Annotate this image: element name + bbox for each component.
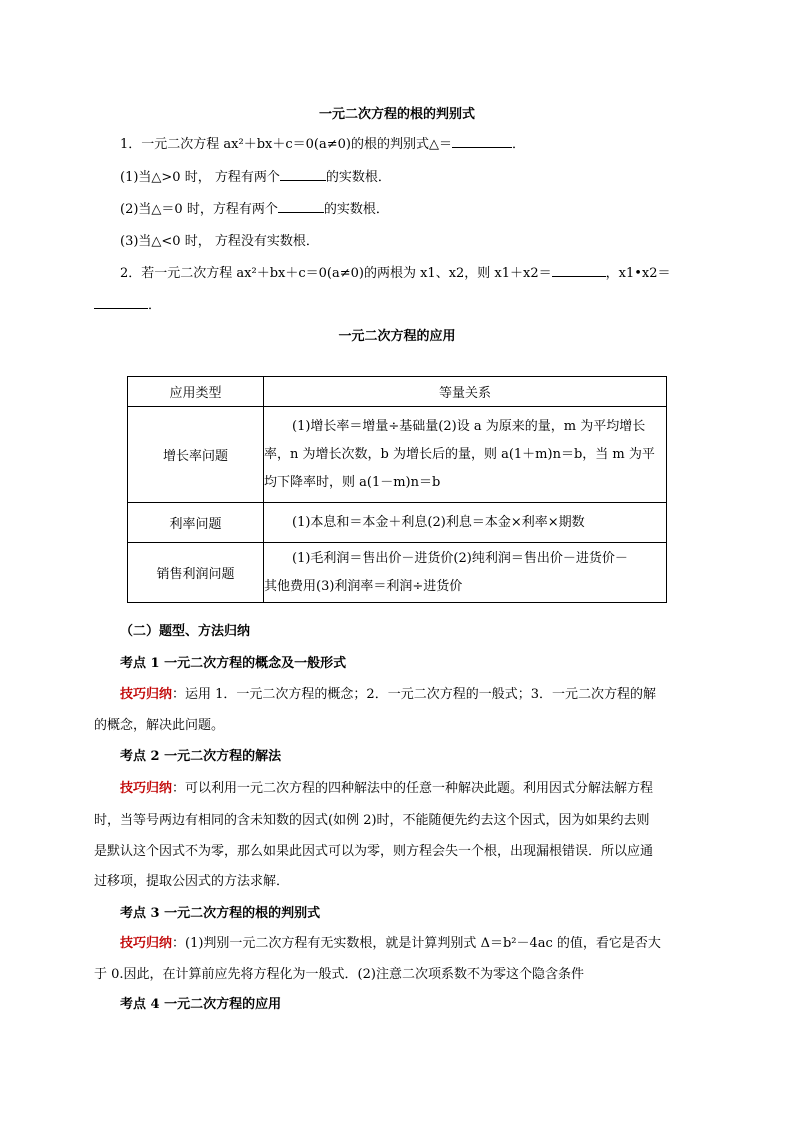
point-2-line: 过移项，提取公因式的方法求解． <box>94 874 290 889</box>
row-relation <box>264 503 667 543</box>
item-1 <box>120 133 525 152</box>
point-2-line: 是默认这个因式不为零，那么如果此因式可以为零，则方程会失一个根，出现漏根错误．所以应通 <box>94 844 654 859</box>
tip-label: 技巧归纳 <box>120 781 173 796</box>
tip-label: 技巧归纳 <box>120 936 173 951</box>
row-type: 增长率问题 <box>128 407 264 503</box>
point-3-line: 于 0.因此，在计算前应先将方程化为一般式．(2)注意二次项系数不为零这个隐含条件 <box>94 967 584 982</box>
section-title-discriminant: 一元二次方程的根的判别式 <box>318 107 475 122</box>
equation-relation-table <box>127 376 667 603</box>
item-1-suffix: ． <box>511 137 525 152</box>
case-1-text: (1)当△>0 时， 方程有两个 <box>120 170 280 185</box>
tip-text: ：运用 1．一元二次方程的概念；2．一元二次方程的一般式；3．一元二次方程的解 <box>172 687 656 702</box>
tip-text: ：可以利用一元二次方程的四种解法中的任意一种解决此题。利用因式分解法解方程 <box>172 781 654 796</box>
item-2-continued <box>94 294 161 313</box>
answer-blank <box>280 168 326 181</box>
case-3: (3)当△<0 时， 方程没有实数根． <box>120 234 319 249</box>
point-1-title: 考点 1 一元二次方程的概念及一般形式 <box>120 656 347 671</box>
case-2-text: (2)当△＝0 时，方程有两个 <box>120 202 278 217</box>
relation-line: 率，n 为增长次数，b 为增长后的量，则 a(1＋m)n＝b，当 m 为平 <box>264 446 655 462</box>
item-2-text: 2．若一元二次方程 ax²＋bx＋c＝0(a≠0)的两根为 x1、x2，则 x1＋x2＝ <box>120 266 552 281</box>
table-header-relation: 等量关系 <box>264 377 667 407</box>
table-row <box>128 407 667 503</box>
answer-blank <box>452 135 512 148</box>
row-type: 利率问题 <box>128 503 264 543</box>
point-2-title: 考点 2 一元二次方程的解法 <box>120 749 282 764</box>
table-header-type: 应用类型 <box>128 377 264 407</box>
point-1-line <box>120 683 656 702</box>
point-3-title: 考点 3 一元二次方程的根的判别式 <box>120 906 321 921</box>
point-1-line: 的概念，解决此问题。 <box>94 718 225 733</box>
relation-line: (1)本息和＝本金＋利息(2)利息＝本金×利率×期数 <box>292 514 585 530</box>
table-header-row <box>128 377 667 407</box>
case-1-suffix: 的实数根． <box>325 170 391 185</box>
section-heading-methods: （二）题型、方法归纳 <box>120 624 251 639</box>
row-relation <box>264 407 667 503</box>
case-1 <box>120 166 391 185</box>
relation-line: 均下降率时，则 a(1－m)n＝b <box>264 474 441 490</box>
relation-line: (1)毛利润＝售出价－进货价(2)纯利润＝售出价－进货价－ <box>292 550 628 566</box>
answer-blank <box>94 296 148 309</box>
answer-blank <box>278 200 324 213</box>
row-type: 销售利润问题 <box>128 543 264 603</box>
answer-blank <box>552 264 606 277</box>
item-1-text: 1．一元二次方程 ax²＋bx＋c＝0(a≠0)的根的判别式△＝ <box>120 137 452 152</box>
point-2-line <box>120 777 653 796</box>
item-2-mid: ，x1•x2＝ <box>605 266 671 281</box>
section-title-application: 一元二次方程的应用 <box>338 329 456 344</box>
row-relation <box>264 543 667 603</box>
relation-line: 其他费用(3)利润率＝利润÷进货价 <box>264 578 463 594</box>
tip-label: 技巧归纳 <box>120 687 173 702</box>
tip-text: ：(1)判别一元二次方程有无实数根，就是计算判别式 Δ＝b²－4ac 的值，看它是否大 <box>172 936 661 951</box>
point-3-line <box>120 932 661 951</box>
point-2-line: 时，当等号两边有相同的含未知数的因式(如例 2)时，不能随便先约去这个因式，因为如果约去则 <box>94 813 650 828</box>
case-2-suffix: 的实数根． <box>323 202 389 217</box>
case-2 <box>120 198 389 217</box>
item-2 <box>120 262 671 281</box>
relation-line: (1)增长率＝增量÷基础量(2)设 a 为原来的量，m 为平均增长 <box>292 418 646 434</box>
point-4-title: 考点 4 一元二次方程的应用 <box>120 997 282 1012</box>
table-row <box>128 503 667 543</box>
item-2-suffix: ． <box>148 298 162 313</box>
table-row <box>128 543 667 603</box>
